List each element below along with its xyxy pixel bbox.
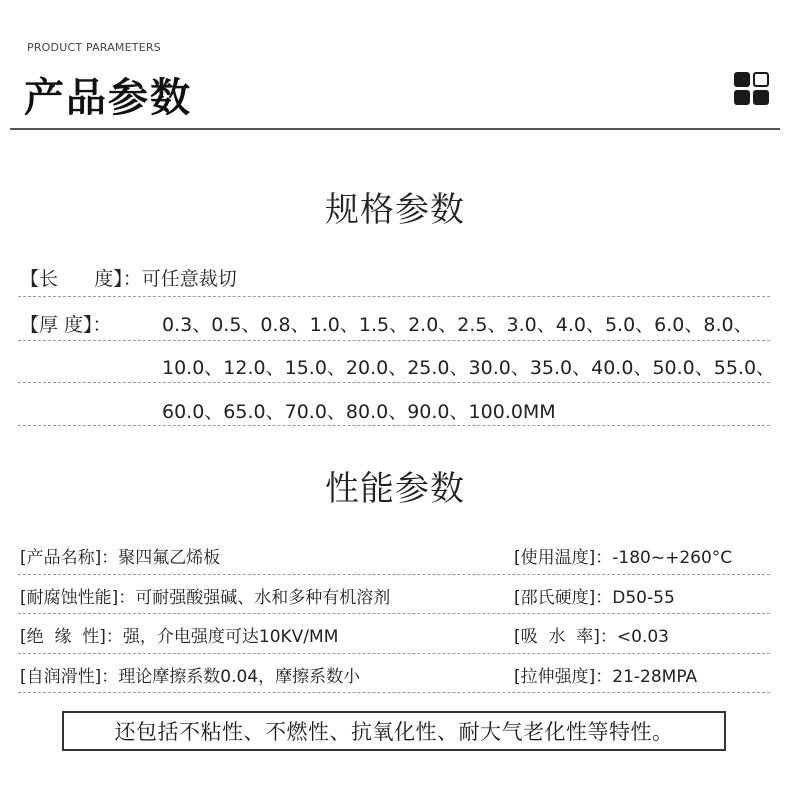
dashed-divider — [18, 382, 770, 383]
performance-title: 性能参数 — [325, 469, 465, 509]
grid-icon — [734, 72, 770, 106]
page-title: 产品参数 — [24, 75, 192, 121]
prop-value: 强，介电强度可达10KV/MM — [122, 627, 339, 647]
footer-note: 还包括不粘性、不燃性、抗氧化性、耐大气老化性等特性。 — [62, 711, 726, 751]
dashed-divider — [18, 653, 770, 654]
dashed-divider — [18, 574, 770, 575]
length-label: 【长 度】： — [20, 268, 142, 290]
prop-water-absorption — [514, 622, 669, 647]
dashed-divider — [18, 692, 770, 693]
dashed-divider — [18, 425, 770, 426]
prop-label: [产品名称]： — [20, 548, 119, 568]
prop-label: [拉伸强度]： — [514, 667, 613, 687]
prop-value: 可耐强酸强碱、水和多种有机溶剂 — [135, 588, 391, 608]
prop-temperature — [514, 543, 732, 568]
header-divider — [10, 128, 780, 130]
length-value: 可任意裁切 — [141, 268, 237, 290]
prop-value: <0.03 — [616, 627, 669, 647]
thickness-label: 【厚 度】： — [20, 314, 112, 336]
prop-lubrication — [20, 662, 360, 687]
length-row — [20, 264, 237, 291]
prop-value: 理论摩擦系数0.04，摩擦系数小 — [118, 667, 361, 687]
specs-title: 规格参数 — [325, 190, 465, 230]
thickness-line-2: 10.0、12.0、15.0、20.0、25.0、30.0、35.0、40.0、50.0、55.0、 — [162, 357, 776, 379]
prop-value: -180~+260°C — [612, 548, 733, 568]
prop-label: [邵氏硬度]： — [514, 588, 613, 608]
thickness-line-1: 0.3、0.5、0.8、1.0、1.5、2.0、2.5、3.0、4.0、5.0、6.0、8.0、 — [162, 314, 753, 336]
prop-tensile-strength — [514, 662, 697, 687]
dashed-divider — [18, 613, 770, 614]
dashed-divider — [18, 296, 770, 297]
prop-label: [吸 水 率]： — [514, 627, 617, 647]
prop-product-name — [20, 543, 220, 568]
prop-label: [使用温度]： — [514, 548, 613, 568]
prop-value: D50-55 — [612, 588, 675, 608]
thickness-line-3: 60.0、65.0、70.0、80.0、90.0、100.0MM — [162, 401, 556, 423]
header-subtitle: PRODUCT PARAMETERS — [27, 41, 161, 54]
prop-hardness — [514, 583, 675, 608]
prop-label: [耐腐蚀性能]： — [20, 588, 136, 608]
prop-insulation — [20, 622, 338, 647]
prop-label: [自润滑性]： — [20, 667, 119, 687]
prop-corrosion — [20, 583, 390, 608]
prop-value: 21-28MPA — [612, 667, 698, 687]
prop-label: [绝 缘 性]： — [20, 627, 123, 647]
dashed-divider — [18, 340, 770, 341]
prop-value: 聚四氟乙烯板 — [118, 548, 221, 568]
